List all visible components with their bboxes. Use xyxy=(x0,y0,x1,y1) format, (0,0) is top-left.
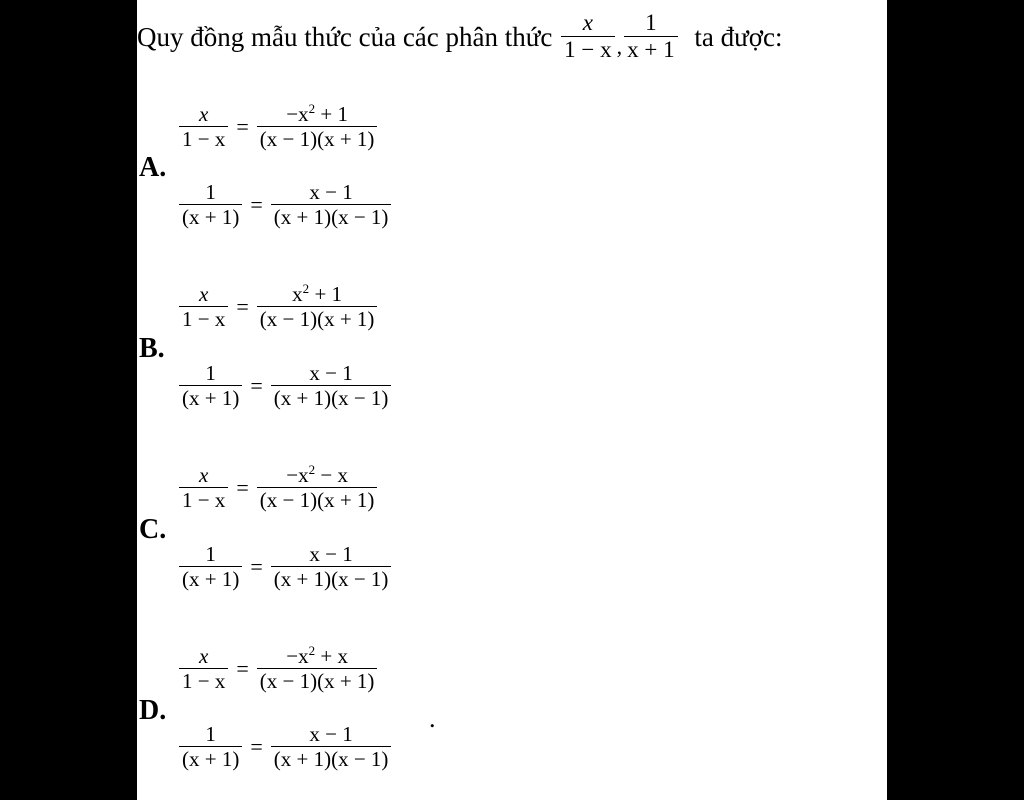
option-b-equation-2: $\frac{1}{(x + 1)}$ = $\frac{x - 1}{(x + 1)(x - 1)}$ xyxy=(177,361,393,410)
question-prefix: Quy đồng mẫu thức của các phân thức xyxy=(137,21,553,52)
trailing-dot: . xyxy=(429,704,436,733)
option-letter: A. xyxy=(139,152,167,183)
option-b-equation-1: $\frac{x}{1 - x}$ = $\frac{x^2 + 1}{(x - 1)(x + 1)}$ xyxy=(177,282,379,331)
option-c-equation-1: $\frac{x}{1 - x}$ = $\frac{-x^2 - x}{(x - 1)(x + 1)}$ xyxy=(177,463,379,512)
option-a-equation-2: $\frac{1}{(x + 1)}$ = $\frac{x - 1}{(x + 1)(x - 1)}$ xyxy=(177,180,393,229)
option-letter: B. xyxy=(139,333,165,364)
question-separator: , xyxy=(616,33,623,59)
option-c-equation-2: $\frac{1}{(x + 1)}$ = $\frac{x - 1}{(x + 1)(x - 1)}$ xyxy=(177,542,393,591)
option-d-equation-2: $\frac{1}{(x + 1)}$ = $\frac{x - 1}{(x + 1)(x - 1)}$ xyxy=(177,722,393,771)
document-page xyxy=(137,0,887,800)
option-letter: D. xyxy=(139,695,167,726)
option-letter: C. xyxy=(139,514,167,545)
question-fraction-1: $\frac{x}{1 - x}$ xyxy=(561,10,614,64)
question-fraction-2: $\frac{1}{x + 1}$ xyxy=(624,10,677,64)
option-d-equation-1: $\frac{x}{1 - x}$ = $\frac{-x^2 + x}{(x - 1)(x + 1)}$ xyxy=(177,644,379,693)
option-a-equation-1: $\frac{x}{1 - x}$ = $\frac{-x^2 + 1}{(x - 1)(x + 1)}$ xyxy=(177,102,379,151)
question-stem xyxy=(137,10,783,64)
question-suffix: ta được: xyxy=(694,21,783,52)
